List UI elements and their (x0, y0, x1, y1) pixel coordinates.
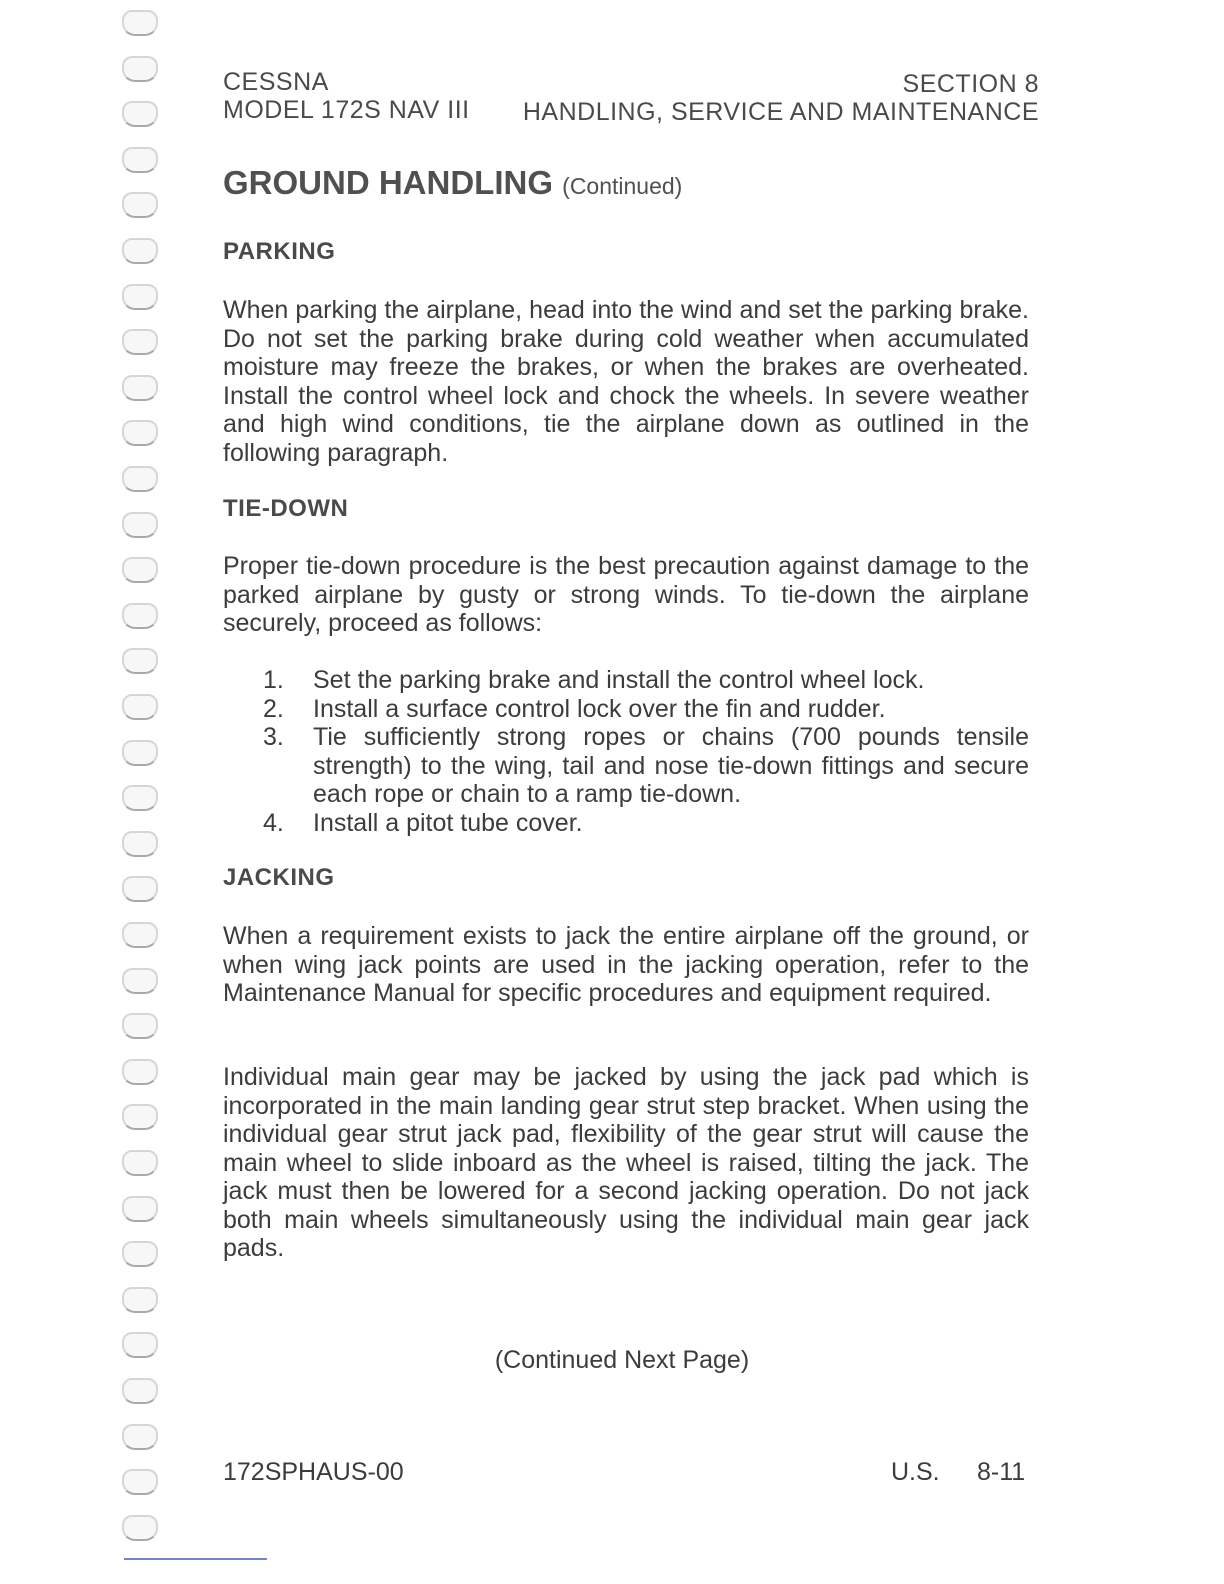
page-title-suffix: (Continued) (562, 173, 683, 199)
step-text: Install a surface control lock over the fin and rudder. (313, 694, 886, 723)
binding-ring (122, 1469, 158, 1495)
binding-ring (122, 740, 158, 766)
binding-ring (122, 876, 158, 902)
page-title (223, 164, 682, 202)
list-item (263, 695, 1029, 724)
jacking-paragraph-2: Individual main gear may be jacked by using the jack pad which is incorporated in the main landing gear strut step bracket. When using the individual gear strut jack pad, flexibility of the gear strut will cause the main wheel to slide inboard as the wheel is raised, tilting the jack. The jack must then be lowered for a second jacking operation. Do not jack both main wheels simultaneously using the individual main gear jack pads. (223, 1063, 1029, 1262)
tiedown-paragraph: Proper tie-down procedure is the best precaution against damage to the parked airplane by gusty or strong winds. To tie-down the airplane securely, proceed as follows: (223, 552, 1029, 637)
jacking-heading: JACKING (223, 864, 335, 891)
footer-page-number: 8-11 (977, 1458, 1026, 1486)
binding-ring (122, 147, 158, 173)
list-item (263, 723, 1029, 809)
step-text: Tie sufficiently strong ropes or chains (700 pounds tensile strength) to the wing, tail and nose tie-down fittings and secure each rope or chain to a ramp tie-down. (313, 723, 1029, 808)
binding-ring (122, 968, 158, 994)
binding-ring (122, 1150, 158, 1176)
binding-ring (122, 603, 158, 629)
step-number: 4. (263, 808, 284, 837)
step-number: 1. (263, 666, 284, 694)
bottom-edge-rule (124, 1558, 267, 1560)
header-manufacturer: CESSNA (223, 68, 329, 96)
binding-ring (122, 1378, 158, 1404)
step-text: Set the parking brake and install the control wheel lock. (313, 666, 925, 694)
binding-ring (122, 557, 158, 583)
page-title-main: GROUND HANDLING (223, 164, 553, 201)
footer-region: U.S. (891, 1458, 940, 1486)
header-section: SECTION 8 (902, 70, 1039, 98)
parking-paragraph: When parking the airplane, head into the wind and set the parking brake. Do not set the parking brake during cold weather when accumulated moisture may freeze the brakes, or when the brakes are overheated. Install the control wheel lock and chock the wheels. In severe weather and high wind conditions, tie the airplane down as outlined in the following paragraph. (223, 296, 1029, 467)
continued-note: (Continued Next Page) (494, 1346, 750, 1374)
binding-ring (122, 466, 158, 492)
binding-ring (122, 284, 158, 310)
binding-ring (122, 192, 158, 218)
spiral-binding (118, 0, 168, 1584)
binding-ring (122, 785, 158, 811)
binding-ring (122, 1013, 158, 1039)
binding-ring (122, 1241, 158, 1267)
step-text: Install a pitot tube cover. (313, 808, 583, 837)
list-item (263, 809, 1029, 838)
header-model: MODEL 172S NAV III (223, 96, 470, 124)
binding-ring (122, 56, 158, 82)
binding-ring (122, 420, 158, 446)
binding-ring (122, 1059, 158, 1085)
binding-ring (122, 922, 158, 948)
tiedown-steps (263, 666, 1029, 837)
binding-ring (122, 10, 158, 36)
binding-ring (122, 1287, 158, 1313)
binding-ring (122, 831, 158, 857)
step-number: 2. (263, 694, 284, 723)
tiedown-heading: TIE-DOWN (223, 495, 349, 522)
parking-heading: PARKING (223, 238, 336, 265)
binding-ring (122, 329, 158, 355)
binding-ring (122, 1104, 158, 1130)
footer-doc-id: 172SPHAUS-00 (223, 1458, 404, 1486)
jacking-paragraph-1: When a requirement exists to jack the entire airplane off the ground, or when wing jack points are used in the jacking operation, refer to the Maintenance Manual for specific procedures and equipment required. (223, 922, 1029, 1007)
binding-ring (122, 1196, 158, 1222)
binding-ring (122, 694, 158, 720)
header-section-title: HANDLING, SERVICE AND MAINTENANCE (522, 98, 1039, 126)
list-item (263, 666, 1029, 695)
binding-ring (122, 648, 158, 674)
step-number: 3. (263, 723, 284, 751)
binding-ring (122, 238, 158, 264)
binding-ring (122, 375, 158, 401)
binding-ring (122, 101, 158, 127)
binding-ring (122, 1332, 158, 1358)
binding-ring (122, 1515, 158, 1541)
binding-ring (122, 1424, 158, 1450)
binding-ring (122, 512, 158, 538)
